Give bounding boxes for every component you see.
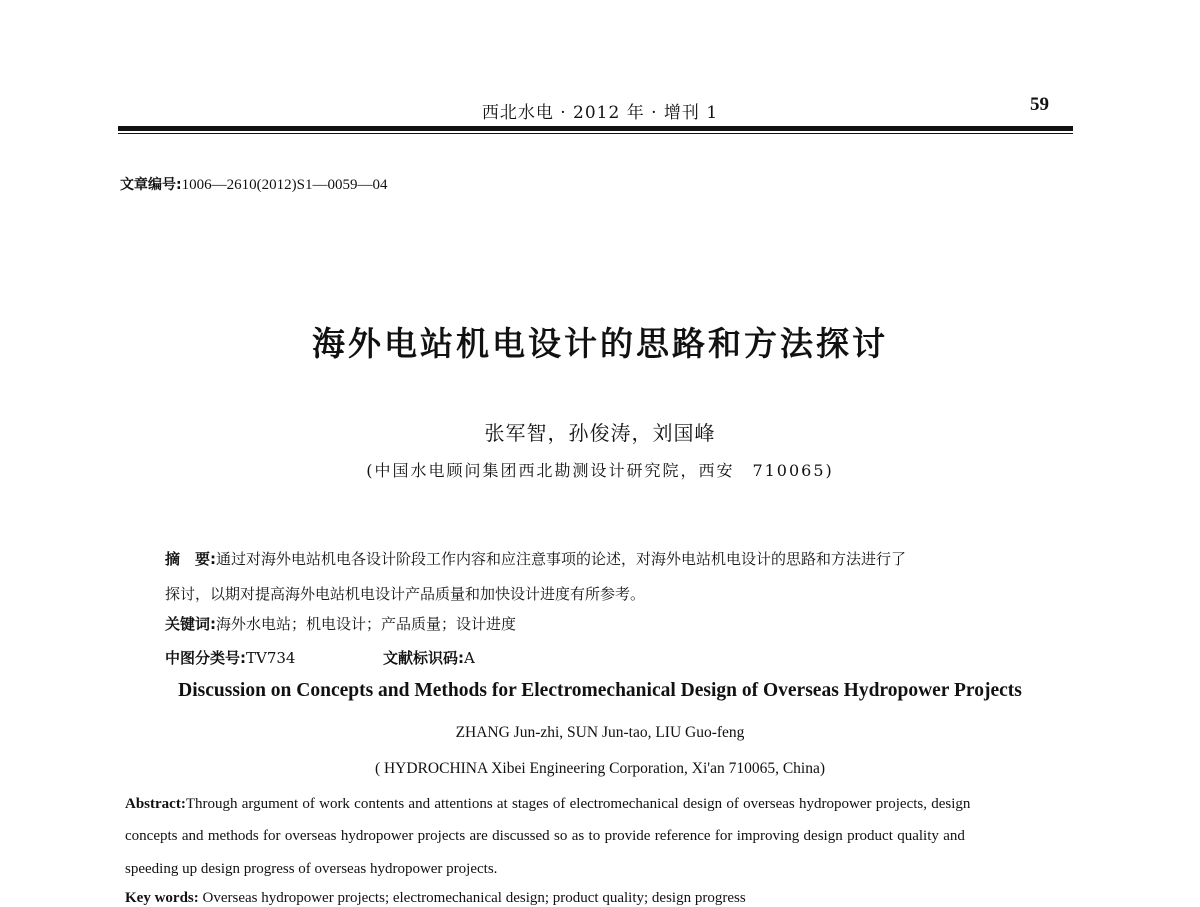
english-keywords-text: Overseas hydropower projects; electromechanical design; product quality; design progress bbox=[202, 890, 746, 906]
header-rule-thin bbox=[118, 133, 1073, 134]
english-abstract-line-2: concepts and methods for overseas hydropower projects are discussed so as to provide reference for improving design product quality and bbox=[125, 828, 965, 844]
classification-number bbox=[165, 647, 295, 668]
english-abstract-label: Abstract: bbox=[125, 796, 186, 812]
chinese-keywords-text: 海外水电站；机电设计；产品质量；设计进度 bbox=[216, 615, 517, 633]
page-number: 59 bbox=[1030, 94, 1049, 115]
classification-label: 中图分类号: bbox=[165, 649, 246, 667]
document-code-label: 文献标识码: bbox=[383, 649, 464, 667]
chinese-abstract-line-2: 探讨，以期对提高海外电站机电设计产品质量和加快设计进度有所参考。 bbox=[165, 585, 646, 603]
english-abstract-text-1: Through argument of work contents and attentions at stages of electromechanical design of overseas hydropower projects, design bbox=[185, 796, 971, 812]
chinese-authors: 张军智，孙俊涛，刘国峰 bbox=[484, 421, 716, 445]
chinese-keywords-label: 关键词: bbox=[165, 615, 216, 633]
chinese-abstract-label: 摘 要: bbox=[165, 550, 216, 568]
english-abstract-line-1 bbox=[125, 796, 970, 813]
chinese-keywords bbox=[165, 613, 516, 634]
article-number-label: 文章编号: bbox=[120, 177, 182, 193]
chinese-title: 海外电站机电设计的思路和方法探讨 bbox=[312, 324, 888, 363]
english-authors: ZHANG Jun-zhi, SUN Jun-tao, LIU Guo-feng bbox=[455, 724, 745, 741]
article-number-value: 1006—2610(2012)S1—0059—04 bbox=[181, 177, 388, 193]
english-abstract-line-3: speeding up design progress of overseas hydropower projects. bbox=[125, 861, 498, 877]
document-code-value: A bbox=[464, 649, 475, 667]
chinese-affiliation: (中国水电顾问集团西北勘测设计研究院，西安 710065) bbox=[366, 461, 834, 480]
english-title: Discussion on Concepts and Methods for Electromechanical Design of Overseas Hydropower Projects bbox=[178, 680, 1022, 701]
classification-value: TV734 bbox=[246, 649, 296, 667]
article-number bbox=[120, 174, 387, 194]
chinese-abstract-line-1 bbox=[165, 548, 906, 569]
document-code bbox=[383, 647, 475, 668]
header-rule-thick bbox=[118, 126, 1073, 131]
chinese-abstract-text-1: 通过对海外电站机电各设计阶段工作内容和应注意事项的论述，对海外电站机电设计的思路和方法进行了 bbox=[216, 550, 907, 568]
english-keywords-label: Key words: bbox=[125, 890, 199, 906]
running-header: 西北水电 · 2012 年 · 增刊 1 bbox=[481, 103, 719, 123]
english-keywords bbox=[125, 890, 746, 907]
english-affiliation: ( HYDROCHINA Xibei Engineering Corporation, Xi'an 710065, China) bbox=[374, 760, 826, 777]
